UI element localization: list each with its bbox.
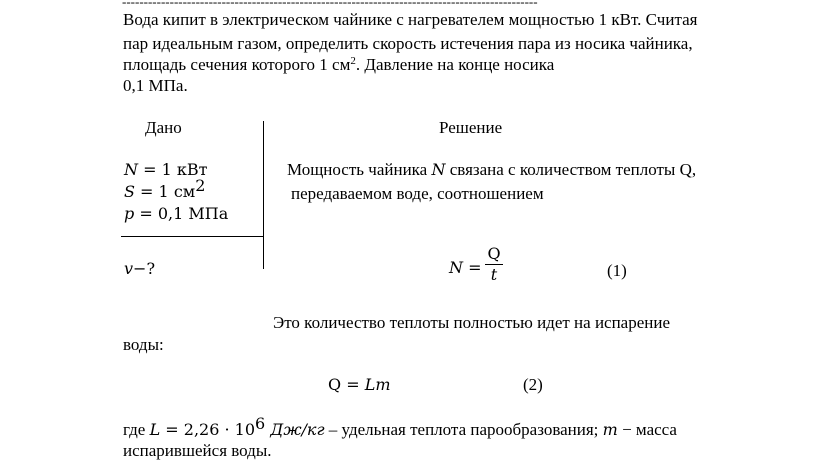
equation-2: Q = Lm [328, 375, 391, 394]
problem-line-4: 0,1 МПа. [123, 76, 188, 95]
given-divider-vertical [263, 121, 264, 269]
given-pressure: p = 0,1 МПа [124, 204, 229, 223]
fraction-denominator: t [490, 265, 498, 284]
equation-1-lhs: N = [449, 258, 482, 277]
problem-line-3: площадь сечения которого 1 $см^2$. Давление на конце носика [123, 55, 555, 74]
solution-text-3: Это количество теплоты полностью идет на испарение [273, 313, 671, 332]
separator-dashes: ------------------------------------------------------------------------------------------------ [122, 0, 538, 9]
equation-2-number: (2) [523, 375, 543, 394]
equation-1-number: (1) [607, 261, 627, 280]
solution-text-6: испарившейся воды. [123, 441, 272, 460]
problem-line-2: пар идеальным газом, определить скорость истечения пара из носика чайника, [123, 34, 693, 53]
given-area: S = 1 $см^2$ [124, 176, 206, 201]
problem-line-1: Вода кипит в электрическом чайнике с нагревателем мощностью 1 кВт. Считая [123, 10, 698, 29]
given-heading: Дано [145, 118, 182, 137]
equation-1-fraction [484, 245, 504, 284]
solution-text-2: передаваемом воде, соотношением [291, 184, 544, 203]
solution-text-5: где $L = 2,26 \cdot 10^6$ Дж/кг – удельная теплота парообразования; m − масса [123, 414, 677, 439]
given-divider-horizontal [121, 236, 263, 237]
solution-heading: Решение [439, 118, 503, 137]
find-velocity: v−? [124, 259, 156, 278]
solution-text-1: Мощность чайника N связана с количеством теплоты Q, [287, 160, 697, 179]
fraction-numerator: Q [487, 244, 501, 263]
given-power: N = 1 кВт [124, 160, 208, 179]
solution-text-4: воды: [123, 335, 164, 354]
